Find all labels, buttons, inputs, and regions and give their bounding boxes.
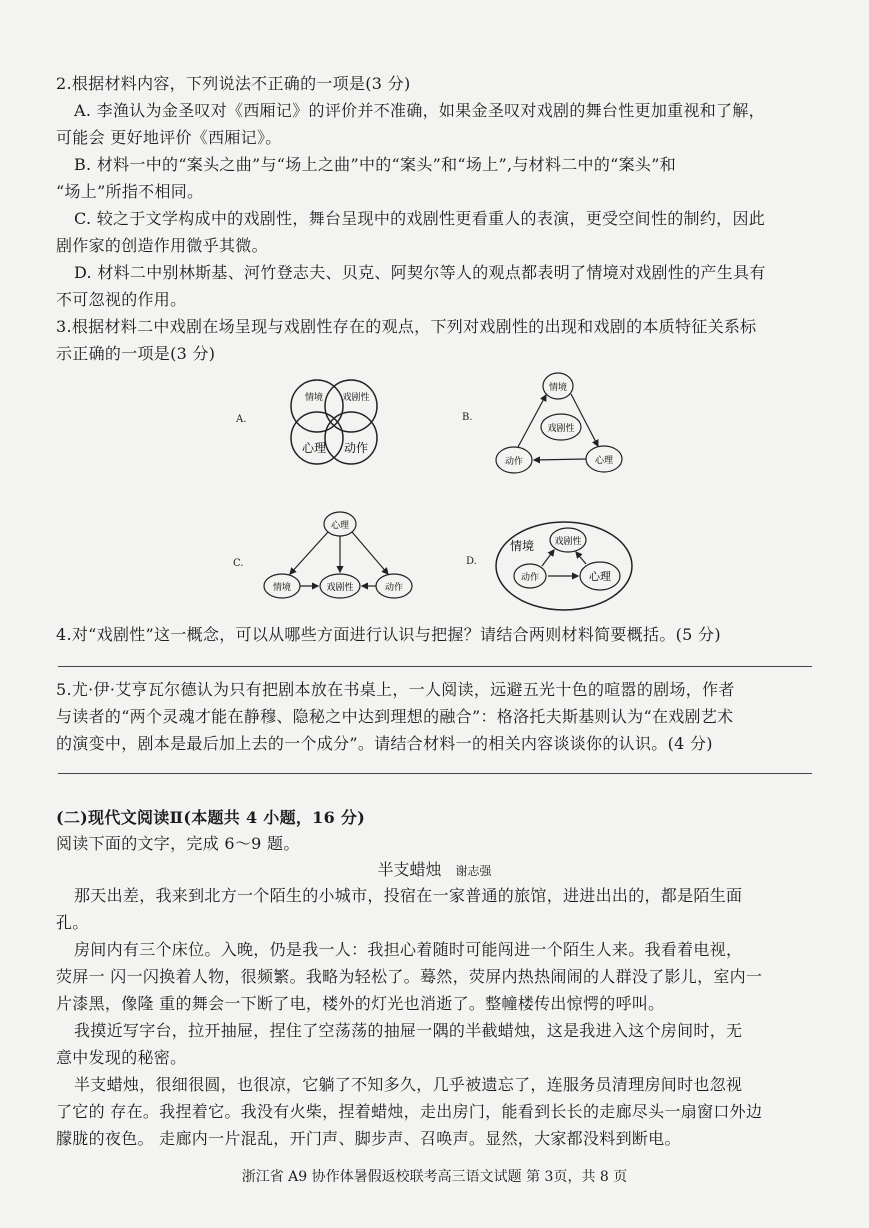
q2-option-d-cont: 不可忽视的作用。 bbox=[56, 290, 187, 309]
story-title: 半支蜡烛 bbox=[377, 860, 442, 879]
q5-line-1: 5.尤·伊·艾亨瓦尔德认为只有把剧本放在书桌上，一人阅读，远避五光十色的喧嚣的剧场，作者 bbox=[56, 680, 735, 699]
q5-line-3: 的演变中，剧本是最后加上去的一个成分”。请结合材料一的相关内容谈谈你的认识。(4 分) bbox=[56, 734, 713, 753]
diagram-c-text-center: 戏剧性 bbox=[326, 583, 354, 593]
diagram-b-text-left: 动作 bbox=[504, 457, 524, 467]
story-paragraph-2-cont-2: 片漆黑，像隆 重的舞会一下断了电，楼外的灯光也消逝了。整幢楼传出惊愕的呼叫。 bbox=[56, 994, 665, 1013]
diagram-a-node-2: 戏剧性 bbox=[342, 393, 370, 403]
story-paragraph-2: 房间内有三个床位。入晚，仍是我一人：我担心着随时可能闯进一个陌生人来。我看着电视， bbox=[74, 940, 743, 959]
diagram-a-circle-1 bbox=[291, 380, 343, 432]
diagram-c-label: C. bbox=[233, 558, 244, 569]
diagram-d-outer-ellipse bbox=[496, 522, 632, 610]
diagram-a-circle-4 bbox=[325, 412, 377, 464]
diagram-b-text-top: 情境 bbox=[548, 383, 568, 393]
q5-line-2: 与读者的“两个灵魂才能在静穆、隐秘之中达到理想的融合”：格洛托夫斯基则认为“在戏剧艺术 bbox=[56, 707, 734, 726]
q2-option-c: C. 较之于文学构成中的戏剧性，舞台呈现中的戏剧性更看重人的表演，更受空间性的制约，因此 bbox=[74, 209, 766, 228]
diagram-b-label: B. bbox=[462, 412, 473, 423]
q5-answer-line bbox=[58, 773, 812, 774]
q2-option-b: B. 材料一中的“案头之曲”与“场上之曲”中的“案头”和“场上”,与材料二中的“案头”和 bbox=[74, 155, 677, 174]
story-author: 谢志强 bbox=[455, 864, 492, 878]
diagram-a-node-1: 情境 bbox=[304, 393, 324, 403]
story-paragraph-1: 那天出差，我来到北方一个陌生的小城市，投宿在一家普通的旅馆，进进出出的，都是陌生面 bbox=[74, 886, 743, 905]
diagram-a bbox=[280, 372, 400, 472]
diagram-a-node-3: 心理 bbox=[301, 441, 327, 455]
diagram-c bbox=[260, 506, 420, 606]
diagram-c-text-right: 动作 bbox=[384, 583, 404, 593]
diagram-a-node-4: 动作 bbox=[343, 441, 369, 455]
diagram-d-text-center: 戏剧性 bbox=[554, 537, 582, 547]
q2-option-b-cont: “场上”所指不相同。 bbox=[56, 182, 204, 201]
page-footer: 浙江省 A9 协作体暑假返校联考高三语文试题 第 3页，共 8 页 bbox=[241, 1169, 628, 1185]
q4-answer-line bbox=[58, 666, 812, 667]
q4-text: 4.对“戏剧性”这一概念，可以从哪些方面进行认识与把握？请结合两则材料简要概括。(5 分) bbox=[56, 625, 721, 644]
diagram-b-text-right: 心理 bbox=[594, 456, 614, 466]
diagram-d-arrow-left-center bbox=[542, 550, 554, 566]
q2-option-d: D. 材料二中别林斯基、河竹登志夫、贝克、阿契尔等人的观点都表明了情境对戏剧性的产生具有 bbox=[74, 263, 766, 282]
diagram-d bbox=[492, 516, 642, 616]
diagram-d-arrow-right-center bbox=[576, 552, 586, 564]
section-heading: (二)现代文阅读Ⅱ(本题共 4 小题，16 分) bbox=[56, 808, 366, 827]
diagram-c-arrow-top-left bbox=[290, 532, 328, 574]
diagram-d-text-right: 心理 bbox=[589, 570, 611, 583]
q2-option-c-cont: 剧作家的创造作用微乎其微。 bbox=[56, 236, 268, 255]
story-paragraph-1-cont: 孔。 bbox=[56, 913, 89, 932]
section-instruction: 阅读下面的文字，完成 6～9 题。 bbox=[56, 834, 300, 853]
diagram-b-arrow-left-top bbox=[518, 395, 546, 447]
diagram-a-label: A. bbox=[236, 414, 247, 425]
diagram-b-arrow-top-right bbox=[571, 394, 598, 446]
q3-stem: 3.根据材料二中戏剧在场呈现与戏剧性存在的观点，下列对戏剧性的出现和戏剧的本质特征关系标 bbox=[56, 317, 757, 336]
diagram-d-text-left: 动作 bbox=[520, 573, 540, 583]
diagram-d-text-outer: 情境 bbox=[509, 539, 535, 553]
story-paragraph-3: 我摸近写字台，拉开抽屉，捏住了空荡荡的抽屉一隅的半截蜡烛，这是我进入这个房间时，无 bbox=[74, 1021, 743, 1040]
diagram-c-text-top: 心理 bbox=[330, 521, 350, 531]
diagram-a-circle-3 bbox=[291, 412, 343, 464]
q2-stem: 2.根据材料内容，下列说法不正确的一项是(3 分) bbox=[56, 74, 411, 93]
q2-option-a: A. 李渔认为金圣叹对《西厢记》的评价并不准确，如果金圣叹对戏剧的舞台性更加重视和了解， bbox=[74, 101, 765, 120]
diagram-b-arrow-right-left bbox=[534, 459, 586, 460]
story-paragraph-2-cont-1: 荧屏一 闪一闪换着人物，很频繁。我略为轻松了。蓦然，荧屏内热热闹闹的人群没了影儿，室内一 bbox=[56, 967, 763, 986]
story-paragraph-3-cont: 意中发现的秘密。 bbox=[56, 1048, 187, 1067]
diagram-c-text-left: 情境 bbox=[272, 583, 292, 593]
diagram-d-label: D. bbox=[466, 556, 477, 567]
story-paragraph-4: 半支蜡烛，很细很圆，也很凉，它躺了不知多久，几乎被遗忘了，连服务员清理房间时也忽视 bbox=[74, 1075, 743, 1094]
story-paragraph-4-cont-1: 了它的 存在。我捏着它。我没有火柴，捏着蜡烛，走出房门，能看到长长的走廊尽头一扇窗口外边 bbox=[56, 1102, 763, 1121]
q3-stem-cont: 示正确的一项是(3 分) bbox=[56, 344, 216, 363]
diagram-c-arrow-top-right bbox=[352, 532, 388, 574]
q2-option-a-cont: 可能会 更好地评价《西厢记》。 bbox=[56, 128, 282, 147]
diagram-a-circle-2 bbox=[325, 380, 377, 432]
diagram-b-text-center: 戏剧性 bbox=[547, 424, 575, 434]
story-paragraph-4-cont-2: 朦胧的夜色。 走廊内一片混乱，开门声、脚步声、召唤声。显然，大家都没料到断电。 bbox=[56, 1129, 681, 1148]
story-title-line bbox=[0, 860, 869, 881]
diagram-b bbox=[488, 370, 628, 475]
